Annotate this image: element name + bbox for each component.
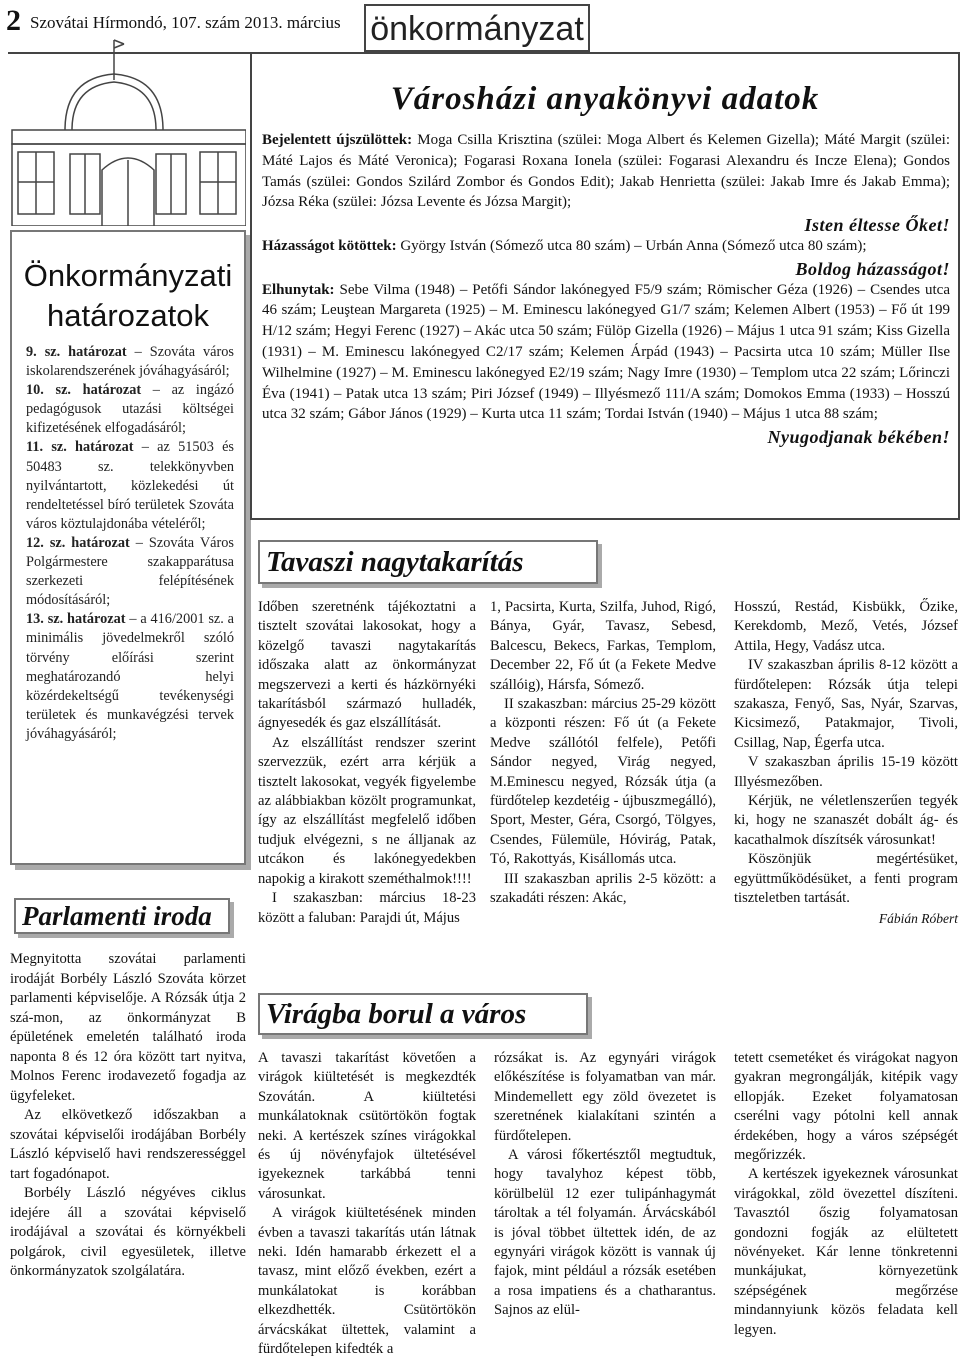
- decision-item: 9. sz. határozat – Szováta város iskolarendszerének jóváhagyásáról;: [26, 344, 234, 380]
- deaths-label: Elhunytak:: [262, 281, 335, 298]
- marriages-closing: Boldog házasságot!: [795, 258, 950, 279]
- paragraph: I szakaszban: március 18-23 között a faluban: Parajdi út, Május: [258, 890, 476, 926]
- decision-text: az 51503 és 50483 sz. telekkönyvben nyilvántartott, közlekedési út rendeltetéssel bíró területek Szováta város köztulajdonába vételéről;: [26, 439, 234, 532]
- decisions-list: [26, 343, 234, 744]
- spring-cleaning-title: Tavaszi nagytakarítás: [258, 540, 598, 584]
- deaths-paragraph: [262, 280, 950, 426]
- deaths-text: Sebe Vilma (1948) – Petőfi Sándor lakónegyed F5/9 szám; Römischer Géza (1926) – Csendes utca 46 szám; Leuştean Margareta (1925) – M. Eminescu lakónegyed G1/7 szám; Kelemen Albert (1953) – Fő út 199 H/12 szám; Hegyi Ferenc (1927) – Akác utca 50 szám; Fülöp Gizella (1926) – Május 1 utca 91 szám; Kiss Gizella (1931) – M. Eminescu lakónegyed C2/17 szám; Kelemen Árpád (1943) – Pacsirta utca 10 szám; Müller Ilse Wilhelmine (1927) – M. Eminescu lakónegyed E2/19 szám; Nagy Imre (1930) – Templom utca 22 szám; Lőrinczi Éva (1941) – Patak utca 13 szám; Piri József (1949) – Illyésmező 111/A szám; Domokos Emma (1933) – Hosszú utca 32 szám; Gábor János (1929) – Kurta utca 11 szám; Tordai István (1940) – Május 1 utca 88 szám;: [262, 281, 950, 423]
- decision-text: Szováta Város Polgármestere szakapparátusa szerkezeti felépítésének módosításáról;: [26, 534, 235, 609]
- paragraph: rózsákat is. Az egynyári virágok előkészítése is folyamatban van már. Mindemellett egy zöld övezetet is szeretnének kialakítani szintén a fürdőtelepen.: [494, 1050, 716, 1144]
- decision-item: 12. sz. határozat – Szováta Város Polgármestere szakapparátusa szerkezeti felépítésének módosításáról;: [26, 534, 235, 609]
- births-closing: Isten éltesse Őket!: [804, 215, 950, 236]
- page-number: 2: [6, 4, 21, 37]
- paragraph: A virágok kiültetésének minden évben a tavaszi takarítás után látnak neki. Idén hamarabb érkezett el a tavasz, mint előző években, ezért a munkálatokat is korábban elkezdhették. Csütörtökön árvácskákat ültettek, valamint a fürdőtelepen kifedték a: [258, 1205, 476, 1358]
- births-label: Bejelentett újszülöttek:: [262, 132, 413, 148]
- spring-column-2: [490, 598, 716, 909]
- births-text: Moga Csilla Krisztina (szülei: Moga Albert és Kelemen Gizella); Máté Margit (szülei: Máté Lajos és Máté Veronica); Fogarasi Roxana Ionela (szülei: Fogarasi Alexandru és Incze Elena); Gondos Tamás (szülei: Gondos Szilárd Zombor és Gondos Edit); Jakab Henrietta (szülei: Jakab Imre és Jakab Emma); Józsa Réka (szülei: Józsa Levente és Józsa Margit);: [262, 132, 950, 211]
- paragraph: 1, Pacsirta, Kurta, Szilfa, Juhod, Rigó, Bánya, Gyár, Tavasz, Sebesd, Balcescu, Bekecs, Farkas, Templom, December 22, Fő út (a Fekete Medve szállóig), Hársfa, Sómező.: [490, 599, 716, 693]
- paragraph: II szakaszban: március 25-29 között a központi részen: Fő út (a Fekete Medve szállótól felfele), Petőfi Sándor negyed, Virág negyed, M.Eminescu negyed, Rózsák útja (a fürdőtelep kezdetéig - újbuszmegálló), Sport, Mester, Géra, Csorgó, Tölgyes, Csendes, Fülemüle, Hóvirág, Patak, Tó, Rakottyás, Kisállomás utca.: [490, 696, 716, 868]
- paragraph: Az elkövetkező időszakban a szovátai képviselői irodájában Borbély László képviselő havi rendszerességgel tart fogadónapot.: [10, 1107, 246, 1182]
- decision-number: 10. sz. határozat: [26, 382, 142, 399]
- paragraph: Az elszállítást rendszer szerint szervezzük, ezért arra kérjük a tisztelt lakosokat, vegyék figyelembe az alábbiakban közölt programunkat, így az elszállítást megfelelő időben tudjuk elvégezni, s ne álljanak az utcákon és lakónegyedekben napokig a kirakott szeméthalmok!!!!: [258, 734, 476, 887]
- paragraph: Köszönjük megértésüket, együttműködésüket, a fenti program tiszteletben tartását.: [734, 851, 958, 907]
- paragraph: A tavaszi takarítást követően a virágok kiültetését is megkezdték Szovátán. A kiültetési munkálatoknak csütörtökön fogtak neki. A kertészek színes virágokkal és új növényfajok ültetésével igyekeznek tarkábbá tenni városunkat.: [258, 1050, 476, 1202]
- decision-item: 11. sz. határozat – az 51503 és 50483 sz. telekkönyvben nyilvántartott, közlekedési út rendeltetéssel bíró területek Szováta város köztulajdonába vételéről;: [26, 439, 234, 532]
- paragraph: A kertészek igyekeznek városunkat virágokkal, zöld övezettel díszíteni. Tavasztól őszig folyamatosan gondozni fogják az elültetett növényeket. Kár lenne tönkretenni munkájukat, környezetünk szépségének megőrzése mindannyiunk közös feladata kell legyen.: [734, 1166, 958, 1338]
- paragraph: Időben szeretnénk tájékoztatni a tisztelt szovátai lakosokat, hogy a közelgő tavaszi nagytakarítás időszaka alatt az önkormányzat megszervezi a kerti és házkörnyéki takarításból származó hulladék, ágnyesedék és gaz elszállítását.: [258, 599, 476, 732]
- parliament-title: Parlamenti iroda: [14, 898, 230, 934]
- paragraph: V szakaszban április 15-19 között Illyésmezőben.: [734, 754, 958, 790]
- civil-registry-body: [262, 130, 950, 448]
- flowers-column-2: [494, 1049, 716, 1321]
- decisions-title: Önkormányzati határozatok: [23, 258, 233, 333]
- spring-column-3: [734, 598, 958, 928]
- section-title: önkormányzat: [370, 10, 584, 48]
- marriages-label: Házasságot kötöttek:: [262, 237, 397, 254]
- decisions-box: [10, 230, 246, 865]
- decision-number: 11. sz. határozat: [26, 439, 134, 456]
- decision-item: 13. sz. határozat – a 416/2001 sz. a minimális jövedelmekről szóló törvény előírási szerint meghatározandó helyi közérdekeltségű tevékenységi területek és munkavégzési tervek jóváhagyásáról;: [26, 611, 234, 742]
- paragraph: IV szakaszban április 8-12 között a fürdőtelepen: Rózsák útja telepi szakasza, Fenyő, Sas, Nyár, Szarvas, Kicsimező, Patakmajor, Tivoli, Csillag, Nap, Égerfa utca.: [734, 657, 958, 751]
- paragraph: Megnyitotta szovátai parlamenti irodáját Borbély László Szováta körzet parlamenti képviselője. A Rózsák útja 2 szá-mon, az önkormányzat B épületének emeletén található iroda naponta 8 és 12 óra között tart nyitva, Molnos Ferenc irodavezető fogadja az ügyfeleket.: [10, 951, 246, 1104]
- section-label-box: [364, 4, 590, 52]
- civil-registry-title: Városházi anyakönyvi adatok: [390, 81, 820, 117]
- paragraph: Borbély László négyéves ciklus idejére áll a szovátai képviselő irodájával a szovátai és környékbeli polgárok, civil egyesületek, illetve önkormányzatok szolgálatára.: [10, 1185, 246, 1279]
- paragraph: A városi főkertésztől megtudtuk, hogy tavalyhoz képest több, körülbelül 12 ezer tulipánhagymát tároltak a tél folyamán. Árvácskából is jóval többet ültettek idén, de az egynyári virágok között is vannak új fajok, mint például a rózsák esetében a rosa impatiens és a chatharantus. Sajnos az elül-: [494, 1147, 716, 1319]
- article-author: Fábián Róbert: [878, 910, 958, 926]
- spring-column-1: [258, 598, 476, 928]
- town-hall-drawing: [10, 30, 246, 226]
- decision-text: az ingázó pedagógusok utazási költségei kifizetésének elfogadásáról;: [26, 382, 234, 437]
- decision-number: 9. sz. határozat: [26, 344, 127, 360]
- paragraph: Kérjük, ne véletlenszerűen tegyék ki, hogy ne szanaszét dobált ág- és kacathalmok díszítsék városunkat!: [734, 793, 958, 848]
- flowers-column-1: [258, 1049, 476, 1360]
- paragraph: tetett csemetéket és virágokat nagyon gyakran megrongálják, kitépik vagy ellopják. Ezeket folyamatosan cserélni vagy pótolni kell annak érdekében, hogy a város szépségét megőrizzék.: [734, 1050, 958, 1164]
- decision-text: a 416/2001 sz. a minimális jövedelmekről szóló törvény előírási szerint meghatározandó helyi közérdekeltségű tevékenységi területek és munkavégzési tervek jóváhagyásáról;: [26, 611, 234, 742]
- decision-item: 10. sz. határozat – az ingázó pedagógusok utazási költségei kifizetésének elfogadásáról;: [26, 382, 234, 437]
- decision-text: Szováta város iskolarendszerének jóváhagyásáról;: [26, 344, 234, 380]
- marriages-paragraph: [262, 236, 950, 257]
- decision-number: 12. sz. határozat: [26, 534, 130, 551]
- births-paragraph: [262, 130, 950, 213]
- parliament-article: [10, 950, 246, 1282]
- town-hall-illustration: [10, 30, 246, 226]
- civil-registry-box: [250, 52, 960, 520]
- marriages-text: György István (Sómező utca 80 szám) – Urbán Anna (Sómező utca 80 szám);: [400, 237, 867, 254]
- flowers-column-3: [734, 1049, 958, 1340]
- issue-info: Szovátai Hírmondó, 107. szám 2013. március: [30, 13, 341, 32]
- decision-number: 13. sz. határozat: [26, 611, 126, 628]
- paragraph: Hosszú, Restád, Kisbükk, Őzike, Kerekdomb, Mező, Vetés, József Attila, Hegy, Vadász utca.: [734, 599, 958, 654]
- deaths-closing: Nyugodjanak békében!: [767, 427, 950, 448]
- paragraph: III szakaszban aprilis 2-5 között: a szakadáti részen: Akác,: [490, 870, 716, 907]
- flowers-title: Virágba borul a város: [258, 993, 588, 1035]
